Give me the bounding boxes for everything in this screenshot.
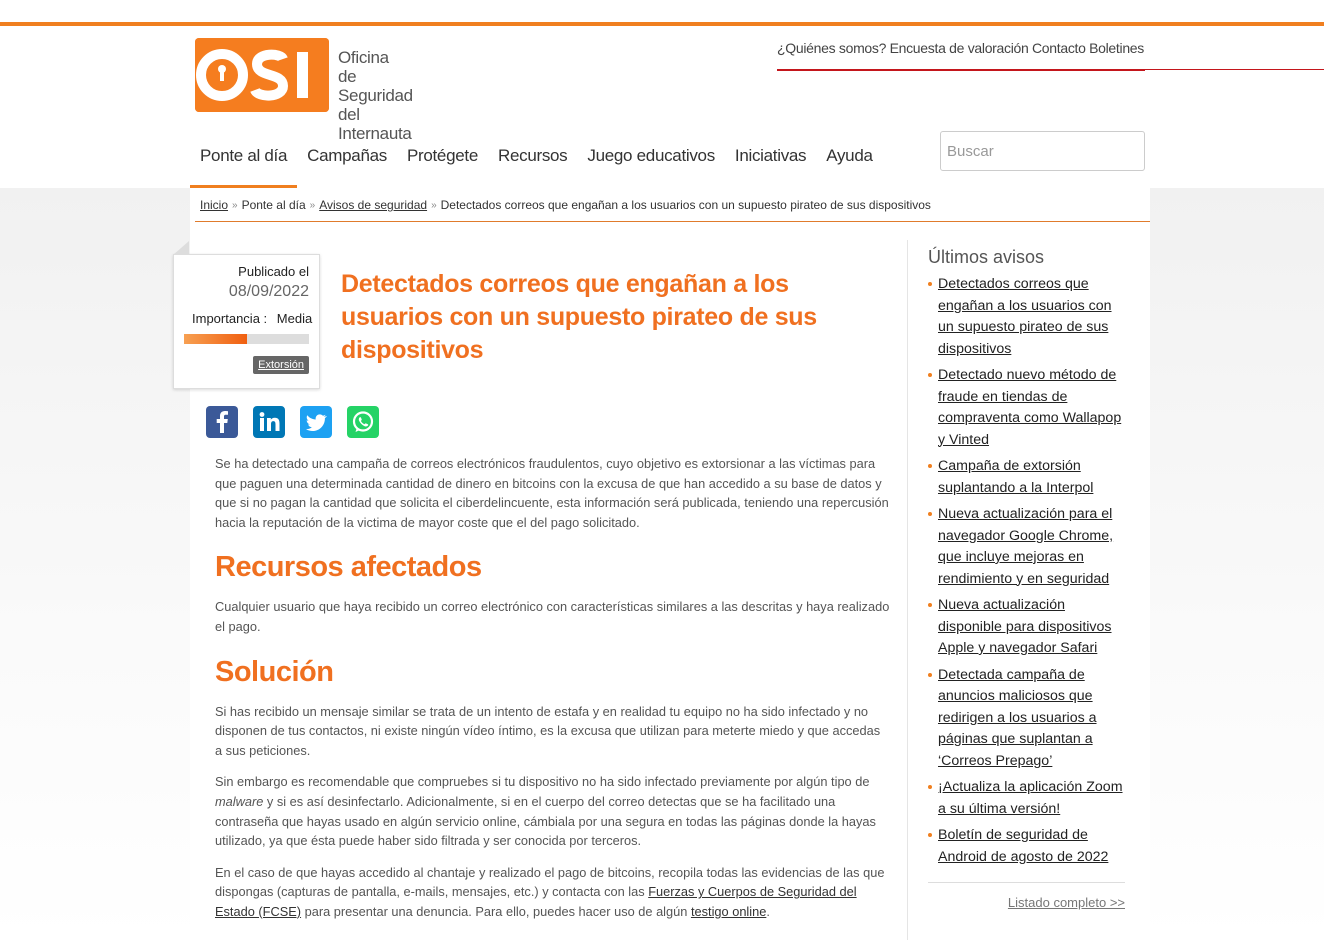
linkedin-icon[interactable]: [253, 406, 285, 438]
publication-card: [173, 254, 320, 389]
top-links: [777, 40, 1144, 56]
nav-item-recursos[interactable]: Recursos: [497, 146, 568, 165]
solution-paragraph-3: En el caso de que hayas accedido al chantaje y realizado el pago de bitcoins, recopila todas las evidencias de las que dispongas (capturas de pantalla, e-mails, mensajes, etc.) y contacta con las Fuerzas y Cuerpos de Seguridad del Estado (FCSE) para presentar una denuncia. Para ello, puedes hacer uso de algún testigo online.: [215, 864, 885, 919]
importance-value: Media: [276, 311, 313, 326]
alert-item[interactable]: Nueva actualización para el navegador Google Chrome, que incluye mejoras en rendimiento y en seguridad: [928, 504, 1128, 590]
share-bar: [206, 406, 379, 438]
logo-mark: [195, 38, 329, 112]
nav-item-protegete[interactable]: Protégete: [406, 146, 478, 165]
importance-bar: [184, 334, 309, 344]
sidebar-latest-alerts: [928, 247, 1128, 910]
breadcrumb-separator: »: [232, 199, 238, 211]
top-links-divider-bold: [777, 70, 1145, 71]
alert-item[interactable]: Detectada campaña de anuncios maliciosos que redirigen a los usuarios a páginas que suplantan a ‘Correos Prepago’: [928, 665, 1128, 773]
breadcrumb: [200, 198, 931, 212]
full-list-link[interactable]: Listado completo >>: [1007, 895, 1125, 910]
heading-recursos-afectados: Recursos afectados: [215, 551, 482, 584]
resources-paragraph: Cualquier usuario que haya recibido un correo electrónico con características similares a las descritas y haya realizado el pago.: [215, 599, 890, 634]
importance-row: [192, 311, 312, 326]
nav-item-iniciativas[interactable]: Iniciativas: [734, 146, 807, 165]
importance-bar-fill: [184, 334, 247, 344]
breadcrumb-separator: »: [309, 199, 316, 211]
breadcrumb-separator: »: [431, 199, 437, 211]
top-link-contact[interactable]: Contacto: [1031, 40, 1086, 56]
twitter-icon[interactable]: [300, 406, 332, 438]
breadcrumb-subsection[interactable]: Avisos de seguridad: [319, 198, 428, 212]
top-accent-bar: [0, 22, 1324, 26]
tag-extorsion[interactable]: Extorsión: [253, 356, 309, 374]
top-link-survey[interactable]: Encuesta de valoración: [889, 40, 1029, 56]
article-intro: Se ha detectado una campaña de correos electrónicos fraudulentos, cuyo objetivo es extorsionar a las víctimas para que paguen una determinada cantidad de dinero en bitcoins con la excusa de que han accedido a su base de datos y que si no pagan la cantidad que solicita el ciberdelincuente, esta información será publicada, teniendo una repercusión hacia la reputación de la victima de mayor coste que el del pago solicitado.: [215, 456, 889, 530]
whatsapp-icon[interactable]: [347, 406, 379, 438]
published-label: Publicado el: [238, 264, 309, 279]
published-date: 08/09/2022: [228, 283, 309, 300]
heading-solucion: Solución: [215, 655, 334, 688]
alert-item[interactable]: Campaña de extorsión suplantando a la Interpol: [928, 456, 1128, 499]
main-nav: [190, 140, 883, 186]
alerts-list: [928, 274, 1128, 868]
importance-label: Importancia :: [192, 311, 268, 326]
alert-item[interactable]: Boletín de seguridad de Android de agosto de 2022: [928, 825, 1128, 868]
nav-item-ponte-al-dia[interactable]: Ponte al día: [190, 140, 297, 186]
alert-item[interactable]: ¡Actualiza la aplicación Zoom a su última versión!: [928, 777, 1128, 820]
alert-item[interactable]: Detectado nuevo método de fraude en tiendas de compraventa como Wallapop y Vinted: [928, 365, 1128, 451]
top-link-about[interactable]: ¿Quiénes somos?: [777, 40, 887, 56]
solution-paragraph-1: Si has recibido un mensaje similar se trata de un intento de estafa y en realidad tu equipo no ha sido infectado y no disponen de tus contactos, ni existe ningún vídeo íntimo, es la excusa que utilizan para meterte miedo y que accedas a sus peticiones.: [215, 703, 881, 758]
breadcrumb-current: Detectados correos que engañan a los usuarios con un supuesto pirateo de sus dispositivos: [440, 198, 931, 212]
logo-text: Oficina de Seguridad del Internauta: [338, 48, 413, 143]
card-fold: [173, 241, 189, 255]
article-title: Detectados correos que engañan a los usuarios con un supuesto pirateo de sus dispositivos: [341, 270, 817, 364]
top-link-newsletters[interactable]: Boletines: [1089, 40, 1144, 56]
sidebar-divider: [907, 240, 908, 940]
nav-item-juego-educativos[interactable]: Juego educativos: [587, 146, 715, 165]
breadcrumb-divider: [195, 221, 1150, 222]
facebook-icon[interactable]: [206, 406, 238, 438]
search-input[interactable]: [940, 131, 1145, 171]
nav-item-campanas[interactable]: Campañas: [307, 146, 387, 165]
breadcrumb-home[interactable]: Inicio: [200, 198, 229, 212]
sidebar-divider-line: [928, 882, 1125, 883]
alert-item[interactable]: Nueva actualización disponible para dispositivos Apple y navegador Safari: [928, 595, 1128, 660]
nav-item-ayuda[interactable]: Ayuda: [826, 146, 873, 165]
fcse-link[interactable]: Fuerzas y Cuerpos de Seguridad del Estado (FCSE): [215, 884, 857, 919]
site-logo[interactable]: [195, 38, 435, 143]
alert-item[interactable]: Detectados correos que engañan a los usuarios con un supuesto pirateo de sus dispositivos: [928, 274, 1128, 360]
breadcrumb-section: Ponte al día: [241, 198, 306, 212]
solution-paragraph-2: Sin embargo es recomendable que compruebes si tu dispositivo no ha sido infectado previamente por algún tipo de malware y si es así desinfectarlo. Adicionalmente, si en el cuerpo del correo detectas que se ha facilitado una contraseña que hayas usado en algún servicio online, cámbiala por una segura en todas las páginas donde la hayas utilizado, ya que ésta puede haber sido filtrada y ser conocida por terceros.: [215, 774, 876, 849]
article-body: [215, 454, 890, 934]
sidebar-title: Últimos avisos: [928, 247, 1045, 267]
testigo-online-link[interactable]: testigo online: [690, 903, 767, 919]
